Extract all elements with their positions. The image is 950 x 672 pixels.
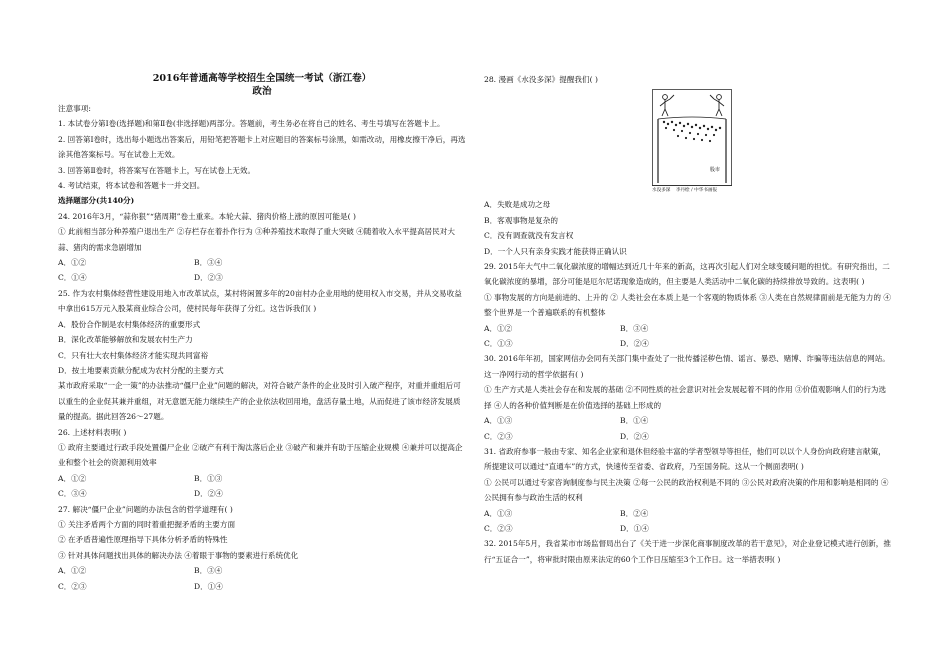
notice-heading: 注意事项: bbox=[58, 104, 91, 113]
option-a[interactable]: A．①② bbox=[484, 323, 513, 333]
question-29-statements: ① 事物发展的方向是前进的、上升的 ② 人类社会在本质上是一个客观的物质体系 ③人类在自然规律面前是无能为力的 ④整个世界是一个普遍联系的有机整体 bbox=[484, 292, 891, 318]
option-c[interactable]: C．只有壮大农村集体经济才能实现共同富裕 bbox=[58, 350, 209, 360]
question-29-options bbox=[484, 321, 892, 352]
notice-item-1: 1. 本试卷分第Ⅰ卷(选择题)和第Ⅱ卷(非选择题)两部分。答题前，考生务必在将自己的姓名、考生号填写在答题卡上。 bbox=[58, 119, 445, 129]
cartoon-figure bbox=[652, 89, 732, 195]
cartoon-drawing bbox=[652, 89, 732, 186]
option-d[interactable]: D．①④ bbox=[194, 581, 223, 591]
question-27-stem: 27. 解决“僵尸企业”问题的办法包含的哲学道理有( ) bbox=[58, 504, 233, 514]
reading-material: 某市政府采取“一企一策”的办法推动“僵尸企业”问题的解决，对符合破产条件的企业及时引入破产程序，对重并重组后可以重生的企业促其兼并重组，对无意愿无能力继续生产的企业依法收回用地，盘活存量土地，从而促进了该市经济发展质量的提高。据此回答26～27题。 bbox=[58, 381, 461, 422]
question-32-stem: 32. 2015年5月，我省某市市场监督局出台了《关于进一步深化商事制度改革的若干意见》，对企业登记模式进行创新，推行“五证合一”，将审批时限由原来法定的60个工作日压缩至3个工作日。这一举措表明( ) bbox=[484, 539, 891, 564]
option-d[interactable]: D．②③ bbox=[194, 273, 223, 283]
option-c[interactable]: C．②③ bbox=[484, 523, 513, 533]
right-column bbox=[484, 72, 892, 567]
notice-item-3: 3. 回答第Ⅱ卷时，将答案写在答题卡上，写在试卷上无效。 bbox=[58, 165, 256, 175]
option-b[interactable]: B．深化改革能够解放和发展农村生产力 bbox=[58, 335, 193, 345]
option-b[interactable]: B．③④ bbox=[194, 566, 223, 576]
question-25-stem: 25. 作为农村集体经营性建设用地入市改革试点，某村将闲置多年的20亩村办企业用地的使用权入市交易，并从交易收益中拿出615万元入股某商业综合公司，使村民每年获得了分红。这告诉我们( ) bbox=[58, 288, 462, 314]
option-b[interactable]: B．①③ bbox=[194, 473, 223, 483]
question-26-options bbox=[58, 471, 466, 502]
question-29-stem: 29. 2015年大气中二氧化碳浓度的增幅达到近几十年来的新高，这再次引起人们对全球变暖问题的担忧。有研究指出，二氧化碳浓度的暴增，部分可能是厄尔尼诺现象造成的，但主要是人类活动中二氧化碳的持续排放导致的。这表明( ) bbox=[484, 262, 890, 287]
question-24-stem: 24. 2016年3月，“蒜你狠”“猪周期”卷土重来。本轮大蒜、猪肉价格上涨的原因可能是( ) bbox=[58, 211, 356, 221]
option-d[interactable]: D．按土地要素贡献分配成为农村分配的主要方式 bbox=[58, 365, 224, 375]
option-a[interactable]: A．失败是成功之母 bbox=[484, 200, 551, 210]
option-b[interactable]: B．③④ bbox=[620, 323, 649, 333]
option-d[interactable]: D．②④ bbox=[620, 339, 649, 349]
notice-item-4: 4. 考试结束，将本试卷和答题卡一并交回。 bbox=[58, 181, 205, 191]
question-28-stem: 28. 漫画《水没多深》提醒我们( ) bbox=[484, 75, 598, 84]
question-31-stem: 31. 省政府参事一般由专家、知名企业家和退休但经验丰富的学者型领导等担任，他们可以以个人身份向政府建言献策，所提建议可以通过“直通车”的方式，快速传至省委、省政府，乃至国务院。这从一个侧面表明( ) bbox=[484, 446, 886, 472]
option-a[interactable]: A．①② bbox=[58, 566, 87, 576]
question-27-options bbox=[58, 563, 466, 594]
cartoon-caption bbox=[652, 185, 732, 195]
left-column bbox=[58, 72, 466, 594]
question-31-options bbox=[484, 506, 892, 537]
option-d[interactable]: D．一个人只有亲身实践才能获得正确认识 bbox=[484, 246, 627, 256]
option-d[interactable]: D．②④ bbox=[194, 489, 223, 499]
option-b[interactable]: B．③④ bbox=[194, 258, 223, 268]
option-c[interactable]: C．②③ bbox=[484, 431, 513, 441]
notice-item-2: 2. 回答第Ⅰ卷时，选出每小题选出答案后，用铅笔把答题卡上对应题目的答案标号涂黑，如需改动，用橡皮擦干净后，再选涂其他答案标号。写在试卷上无效。 bbox=[58, 134, 466, 160]
option-a[interactable]: A．①② bbox=[58, 258, 87, 268]
section-heading: 选择题部分(共140分) bbox=[58, 196, 135, 206]
question-27-statement-3: ③ 针对具体问题找出具体的解决办法 ④着眼于事物的要素进行系统优化 bbox=[58, 550, 299, 560]
option-c[interactable]: C．①④ bbox=[58, 273, 87, 283]
option-a[interactable]: A．①③ bbox=[484, 508, 513, 518]
question-30-options bbox=[484, 413, 892, 444]
option-a[interactable]: A．股份合作制是农村集体经济的重要形式 bbox=[58, 319, 201, 329]
question-30-stem: 30. 2016年年初，国家网信办会同有关部门集中查处了一批传播淫秽色情、谣言、暴恐、赌博、诈骗等违法信息的网站。这一净网行动的哲学依据有( ) bbox=[484, 354, 890, 379]
option-b[interactable]: B．②④ bbox=[620, 508, 649, 518]
option-b[interactable]: B．①④ bbox=[620, 416, 649, 426]
option-c[interactable]: C．没有调查就没有发言权 bbox=[484, 231, 574, 241]
question-26-stem: 26. 上述材料表明( ) bbox=[58, 427, 127, 437]
option-c[interactable]: C．②③ bbox=[58, 581, 87, 591]
option-c[interactable]: C．③④ bbox=[58, 489, 87, 499]
option-a[interactable]: A．①② bbox=[58, 473, 87, 483]
option-c[interactable]: C．①③ bbox=[484, 339, 513, 349]
option-d[interactable]: D．①④ bbox=[620, 523, 649, 533]
cartoon-title: 水没多深 bbox=[652, 188, 671, 194]
option-a[interactable]: A．①③ bbox=[484, 416, 513, 426]
question-27-statement-1: ① 关注矛盾两个方面的同时着重把握矛盾的主要方面 bbox=[58, 519, 236, 529]
exam-subject: 政治 bbox=[252, 86, 272, 97]
question-30-statements: ① 生产方式是人类社会存在和发展的基础 ②不同性质的社会意识对社会发展起着不同的作用 ③价值观影响人们的行为选择 ④人的各种价值判断是在价值选择的基础上形成的 bbox=[484, 385, 887, 410]
question-24-options bbox=[58, 255, 466, 286]
exam-title: 2016年普通高等学校招生全国统一考试（浙江卷） bbox=[152, 73, 372, 84]
question-24-statements: ① 此前相当部分种养殖户退出生产 ②存栏存在着扑作行为 ③种养殖技术取得了重大突破 ④随着收入水平提高居民对大蒜、猪肉的需求急剧增加 bbox=[58, 227, 455, 252]
question-27-statement-2: ② 在矛盾普遍性原理指导下具体分析矛盾的特殊性 bbox=[58, 535, 228, 545]
stock-label: 股市 bbox=[710, 167, 721, 174]
question-31-statements: ① 公民可以通过专家咨询制度参与民主决策 ②每一公民的政治权利是不同的 ③公民对政府决策的作用和影响是相同的 ④公民拥有参与政治生活的权利 bbox=[484, 477, 889, 503]
question-26-statements: ① 政府主要通过行政手段处置僵尸企业 ②破产有利于淘汰落后企业 ③破产和兼并有助于压缩企业规模 ④兼并可以提高企业和整个社会的资源利用效率 bbox=[58, 442, 463, 468]
option-d[interactable]: D．②④ bbox=[620, 431, 649, 441]
cartoon-credit: 李丹绘 / 中华书画报 bbox=[675, 188, 718, 194]
option-b[interactable]: B．客观事物是复杂的 bbox=[484, 215, 558, 225]
